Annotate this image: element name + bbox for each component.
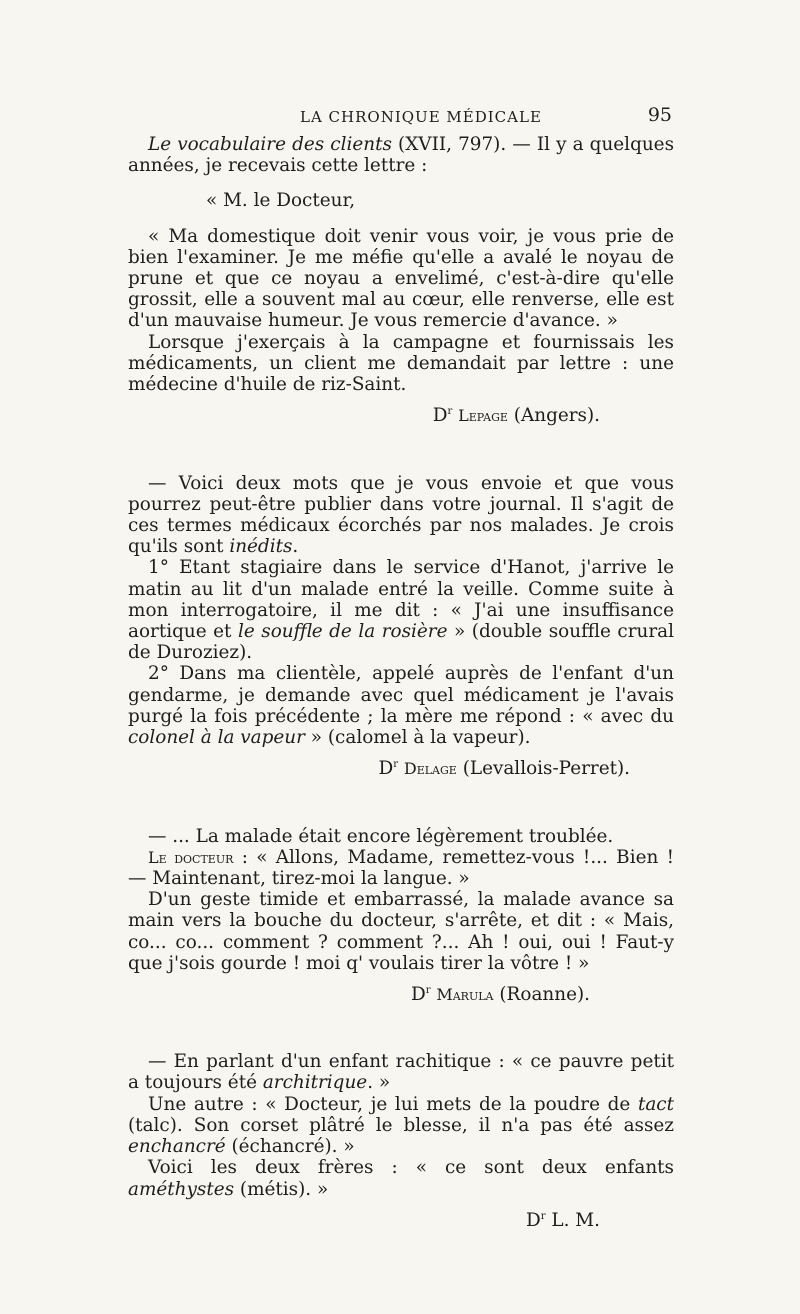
page-number: 95 [647,104,672,126]
page-header [130,104,672,132]
article-body [128,134,674,1231]
section4-p1: — En parlant d'un enfant rachitique : « ce pauvre petit a toujours été architrique. » [128,1051,674,1094]
section1-title: Le vocabulaire des clients [148,134,392,155]
section2-item-1: 1° Etant stagiaire dans le service d'Hanot, j'arrive le matin au lit d'un malade entré la veille. Comme suite à mon interrogatoire, il me dit : « J'ai une insuffisance aortique et le souffle de la rosière » (double souffle crural de Duroziez). [128,557,675,664]
section4-p3: Voici les deux frères : « ce sont deux enfants améthystes (métis). » [128,1157,674,1200]
signature-delage: $D^r$ Delage (Levallois-Perret). [378,758,630,780]
section4-p2: Une autre : « Docteur, je lui mets de la poudre de tact (talc). Son corset plâtré le blesse, il n'a pas été assez enchancré (échancré). » [128,1093,674,1158]
section3-p3: D'un geste timide et embarrassé, la malade avance sa main vers la bouche du docteur, s'arrête, et dit : « Mais, co... co... comment ? comment ?... Ah ! oui, oui ! Faut-y que j'sois gourde ! moi q' voulais tirer la vôtre ! » [128,889,674,974]
section2-intro: — Voici deux mots que je vous envoie et que vous pourrez peut-être publier dans votre journal. Il s'agit de ces termes médicaux écorchés par nos malades. Je crois qu'ils sont inédits. [128,472,674,558]
section2-item-2: 2° Dans ma clientèle, appelé auprès de l'enfant d'un gendarme, je demande avec quel médicament je l'avais purgé la fois précédente ; la mère me répond : « avec du colonel à la vapeur » (calomel à la vapeur). [128,663,674,748]
section1-after: Lorsque j'exerçais à la campagne et fournissais les médicaments, un client me demandait par lettre : une médecine d'huile de riz-Saint. [128,331,674,396]
signature-lepage: $D^r$ Lepage (Angers). [432,405,600,427]
letter-body: « Ma domestique doit venir vous voir, je vous prie de bien l'examiner. Je me méfie qu'elle a avalé le noyau de prune et que ce noyau a envelimé, c'est-à-dire qu'elle grossit, elle a souvent mal au cœur, elle renverse, elle est d'un mauvaise humeur. Je vous remercie d'avance. » [128,225,674,332]
running-title: LA CHRONIQUE MÉDICALE [300,108,542,126]
section3-p2: Le docteur : « Allons, Madame, remettez-vous !... Bien ! — Maintenant, tirez-moi la langue. » [128,846,674,889]
section1-intro: Le vocabulaire des clients (XVII, 797). — Il y a quelques années, je recevais cette lettre : [128,134,675,177]
section3-p1: — ... La malade était encore légèrement troublée. [148,825,614,847]
letter-salutation: « M. le Docteur, [206,190,356,212]
signature-lm: $D^r$ L. M. [526,1209,600,1231]
signature-marula: $D^r$ Marula (Roanne). [410,984,590,1006]
